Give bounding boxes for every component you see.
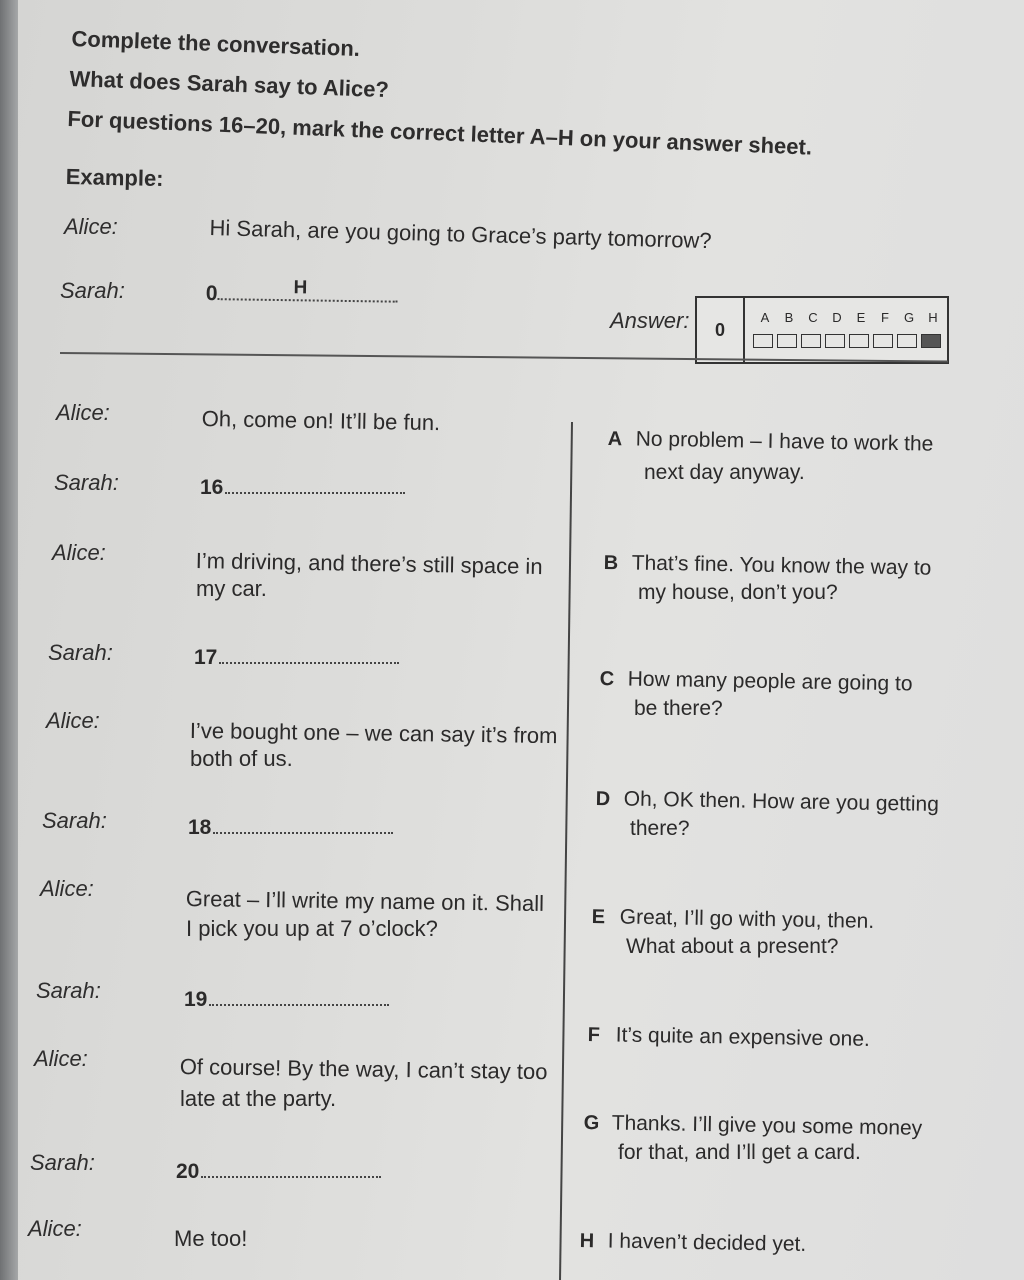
answer-grid-letters (753, 310, 945, 325)
option-text: Oh, OK then. How are you getting (623, 787, 940, 816)
column-divider (559, 422, 573, 1280)
option-text: I haven’t decided yet. (607, 1229, 807, 1256)
instruction-mark-answer: For questions 16–20, mark the correct letter A–H on your answer sheet. (67, 106, 813, 160)
question-number: 18 (188, 816, 212, 839)
dialogue-speaker-alice: Alice: (40, 876, 94, 901)
dialogue-speaker-alice: Alice: (52, 540, 106, 565)
answer-box-a (753, 334, 773, 348)
option-letter: D (595, 787, 611, 811)
option-letter: E (591, 905, 606, 929)
option-letter: B (603, 551, 619, 575)
answer-grid-letter: F (881, 310, 889, 325)
example-sarah-speaker: Sarah: (60, 278, 125, 303)
option-text: It’s quite an expensive one. (615, 1023, 871, 1051)
instruction-question: What does Sarah say to Alice? (69, 66, 390, 103)
option-text: No problem – I have to work the (635, 427, 934, 456)
dialogue-speaker-sarah: Sarah: (30, 1150, 95, 1175)
option-b-line-2: my house, don’t you? (638, 581, 838, 604)
answer-blank[interactable] (201, 1158, 381, 1178)
dialogue-line: my car. (196, 576, 267, 601)
option-a-line-2: next day anyway. (644, 461, 805, 484)
option-letter: C (599, 667, 615, 691)
dialogue-line: Great – I’ll write my name on it. Shall (185, 885, 545, 916)
answer-blank[interactable] (219, 644, 399, 664)
option-f (587, 1020, 870, 1054)
answer-box-d (825, 334, 845, 348)
question-number: 16 (200, 476, 224, 499)
dialogue-line: I pick you up at 7 o’clock? (186, 916, 438, 941)
answer-grid-letter: H (928, 310, 938, 325)
dialogue-speaker-alice: Alice: (28, 1216, 82, 1241)
option-letter: H (579, 1229, 595, 1253)
answer-box-g (897, 334, 917, 348)
example-answer-line (205, 277, 398, 309)
example-answer-grid (695, 296, 949, 364)
question-16-line (200, 474, 405, 500)
question-17-line (194, 644, 399, 670)
example-number: 0 (205, 281, 218, 306)
option-text: Great, I’ll go with you, then. (619, 905, 875, 933)
dialogue-line: Me too! (174, 1226, 248, 1251)
option-e (591, 902, 874, 936)
dialogue-line: I’ve bought one – we can say it’s from (189, 717, 558, 749)
option-a (607, 424, 933, 459)
question-number: 17 (194, 646, 218, 669)
answer-grid-row-number: 0 (697, 298, 745, 362)
answer-box-c (801, 334, 821, 348)
dialogue-speaker-alice: Alice: (34, 1046, 88, 1071)
answer-label: Answer: (610, 308, 690, 333)
option-d-line-2: there? (630, 817, 690, 840)
option-text: How many people are going to (627, 667, 913, 696)
worksheet-page (18, 0, 1024, 1280)
dialogue-speaker-sarah: Sarah: (42, 808, 107, 833)
question-number: 20 (176, 1160, 200, 1183)
dialogue-line: Oh, come on! It’ll be fun. (201, 405, 441, 436)
dialogue-line: Of course! By the way, I can’t stay too (179, 1053, 548, 1085)
option-g-line-2: for that, and I’ll get a card. (618, 1141, 861, 1164)
example-answer-letter: H (293, 277, 308, 299)
question-number: 19 (184, 988, 208, 1011)
answer-blank[interactable] (225, 474, 405, 494)
bleed-through-text (398, 300, 411, 354)
example-alice-speaker: Alice: (64, 214, 118, 239)
dialogue-speaker-alice: Alice: (56, 400, 110, 425)
instruction-complete: Complete the conversation. (71, 26, 361, 62)
answer-grid-letter: B (784, 310, 794, 325)
option-letter: F (587, 1023, 601, 1047)
option-text: Thanks. I’ll give you some money (611, 1111, 923, 1140)
answer-grid-boxes (753, 332, 945, 350)
option-e-line-2: What about a present? (626, 935, 839, 958)
answer-box-e (849, 334, 869, 348)
answer-blank[interactable] (209, 986, 389, 1006)
answer-box-h-selected (921, 334, 941, 348)
example-label: Example: (65, 164, 164, 192)
page-binding-edge (0, 0, 18, 1280)
answer-grid-letter: E (856, 310, 866, 325)
dialogue-line: late at the party. (180, 1086, 337, 1111)
example-alice-text: Hi Sarah, are you going to Grace’s party tomorrow? (209, 214, 712, 254)
dialogue-speaker-alice: Alice: (46, 708, 100, 733)
dialogue-speaker-sarah: Sarah: (48, 640, 113, 665)
dialogue-speaker-sarah: Sarah: (54, 470, 119, 495)
answer-box-b (777, 334, 797, 348)
dialogue-speaker-sarah: Sarah: (36, 978, 101, 1003)
question-20-line (176, 1158, 381, 1184)
answer-grid-letter: A (760, 310, 770, 325)
option-h (579, 1226, 806, 1259)
dialogue-line: both of us. (190, 746, 293, 771)
answer-grid-letter: C (808, 310, 818, 325)
answer-grid-letter: D (832, 310, 842, 325)
answer-blank[interactable] (213, 814, 393, 834)
question-19-line (184, 986, 389, 1012)
option-letter: G (583, 1111, 600, 1135)
option-c-line-2: be there? (634, 697, 723, 720)
dialogue-line: I’m driving, and there’s still space in (195, 547, 543, 580)
answer-box-f (873, 334, 893, 348)
answer-grid-letter: G (903, 310, 915, 325)
question-18-line (188, 814, 393, 840)
option-letter: A (607, 427, 623, 451)
option-text: That’s fine. You know the way to (631, 551, 932, 580)
